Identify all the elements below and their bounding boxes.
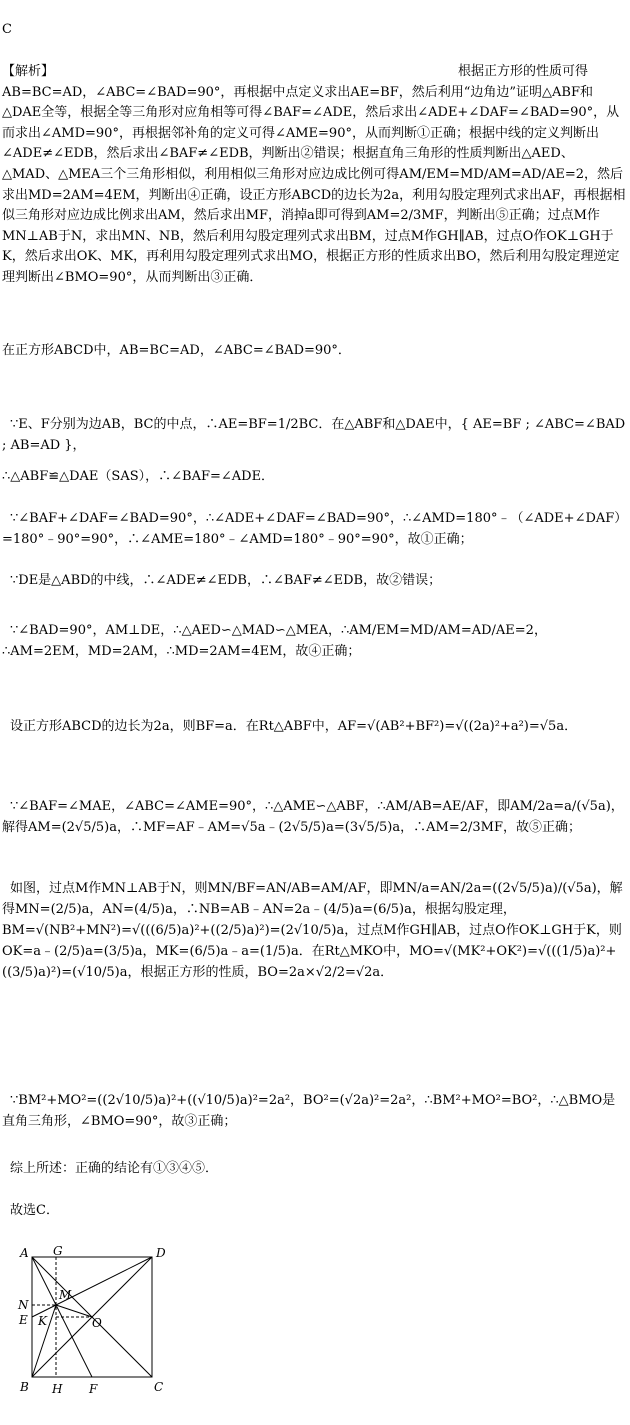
answer-letter: C [2,22,12,37]
label-c: C [154,1380,164,1394]
solution-step-7: 设正方形ABCD的边长为2a，则BF=a．在Rt△ABF中，AF=√(AB²+BF²)=√((2a)²+a²)=√5a． [10,719,578,734]
label-m: M [59,1288,72,1302]
label-o: O [92,1316,102,1330]
solution-step-1: 在正方形ABCD中，AB=BC=AD，∠ABC=∠BAD=90°． [2,343,351,358]
solution-step-9: 如图，过点M作MN⊥AB于N，则MN/BF=AN/AB=AM/AF，即MN/a=AN/2a=((2√5/5)a)/(√5a)，解得MN=(2/5)a，AN=(4/5)a，∴NB=AB﹣AN=2a﹣(4/5)a=(6/5)a，根据勾股定理，BM=√(NB²+MN²)=√(((6/5)a)²+((2/5)a)²)=(2√10/5)a，过点M作GH∥AB，过点O作OK⊥GH于K，则OK=a﹣(2/5)a=(3/5)a，MK=(6/5)a﹣a=(1/5)a．在Rt△MKO中，MO=√(MK²+OK²)=√(((1/5)a)²+((3/5)a)²)=(√10/5)a，根据正方形的性质，BO=2a×√2/2=√2a． [2,881,623,980]
solution-choice: 故选C． [10,1203,59,1218]
analysis-heading: 【解析】 [2,64,55,79]
geometry-figure [12,1245,172,1410]
label-d: D [156,1246,166,1260]
solution-conclusion: 综上所述：正确的结论有①③④⑤． [10,1161,219,1176]
label-a: A [20,1246,29,1260]
analysis-summary: 根据正方形的性质可得AB=BC=AD，∠ABC=∠BAD=90°，再根据中点定义求出AE=BF，然后利用“边角边”证明△ABF和△DAE全等，根据全等三角形对应角相等可得∠BAF=∠ADE，然后求出∠ADE+∠DAF=∠BAD=90°，从而求出∠AMD=90°，再根据邻补角的定义可得∠AME=90°，从而判断①正确；根据中线的定义判断出∠ADE≠∠EDB，然后求出∠BAF≠∠EDB，判断出②错误；根据直角三角形的性质判断出△AED、△MAD、△MEA三个三角形相似，利用相似三角形对应边成比例可得AM/EM=MD/AM=AD/AE=2，然后求出MD=2AM=4EM，判断出④正确，设正方形ABCD的边长为2a，利用勾股定理列式求出AF，再根据相似三角形对应边成比例求出AM，然后求出MF，消掉a即可得到AM=2/3MF，判断出⑤正确；过点M作MN⊥AB于N，求出MN、NB，然后利用勾股定理列式求出BM，过点M作GH∥AB，过点O作OK⊥GH于K，然后求出OK、MK，再利用勾股定理列式求出MO，根据正方形的性质求出BO，然后利用勾股定理逆定理判断出∠BMO=90°，从而判断出③正确． [2,64,626,285]
label-f: F [89,1382,98,1396]
label-k: K [38,1314,47,1328]
label-h: H [52,1382,63,1396]
solution-step-4: ∵∠BAF+∠DAF=∠BAD=90°，∴∠ADE+∠DAF=∠BAD=90°，∴∠AMD=180°﹣（∠ADE+∠DAF）=180°﹣90°=90°，∴∠AME=180°﹣∠AMD=180°﹣90°=90°，故①正确； [2,511,621,547]
label-g: G [53,1245,63,1258]
segment-de [32,1257,152,1317]
label-n: N [18,1298,29,1312]
analysis-paragraph [2,62,626,289]
label-e: E [19,1313,28,1327]
solution-step-6: ∵∠BAD=90°，AM⊥DE，∴△AED∽△MAD∽△MEA，∴AM/EM=MD/AM=AD/AE=2，∴AM=2EM，MD=2AM，∴MD=2AM=4EM，故④正确； [2,623,547,659]
solution-step-10: ∵BM²+MO²=((2√10/5)a)²+((√10/5)a)²=2a²，BO²=(√2a)²=2a²，∴BM²+MO²=BO²，∴△BMO是直角三角形，∠BMO=90°，故③正确； [2,1093,616,1129]
solution-step-8: ∵∠BAF=∠MAE，∠ABC=∠AME=90°，∴△AME∽△ABF，∴AM/AB=AE/AF，即AM/2a=a/(√5a)，解得AM=(2√5/5)a，∴MF=AF﹣AM=√5a﹣(2√5/5)a=(3√5/5)a，∴AM=2/3MF，故⑤正确； [2,799,624,835]
solution-step-3: ∴△ABF≌△DAE（SAS），∴∠BAF=∠ADE． [2,469,275,484]
label-b: B [20,1380,29,1394]
solution-step-2: ∵E、F分别为边AB，BC的中点，∴AE=BF=1/2BC．在△ABF和△DAE中，{ AE=BF ; ∠ABC=∠BAD ; AB=AD }， [2,417,626,453]
solution-step-5: ∵DE是△ABD的中线，∴∠ADE≠∠EDB，∴∠BAF≠∠EDB，故②错误； [10,573,442,588]
